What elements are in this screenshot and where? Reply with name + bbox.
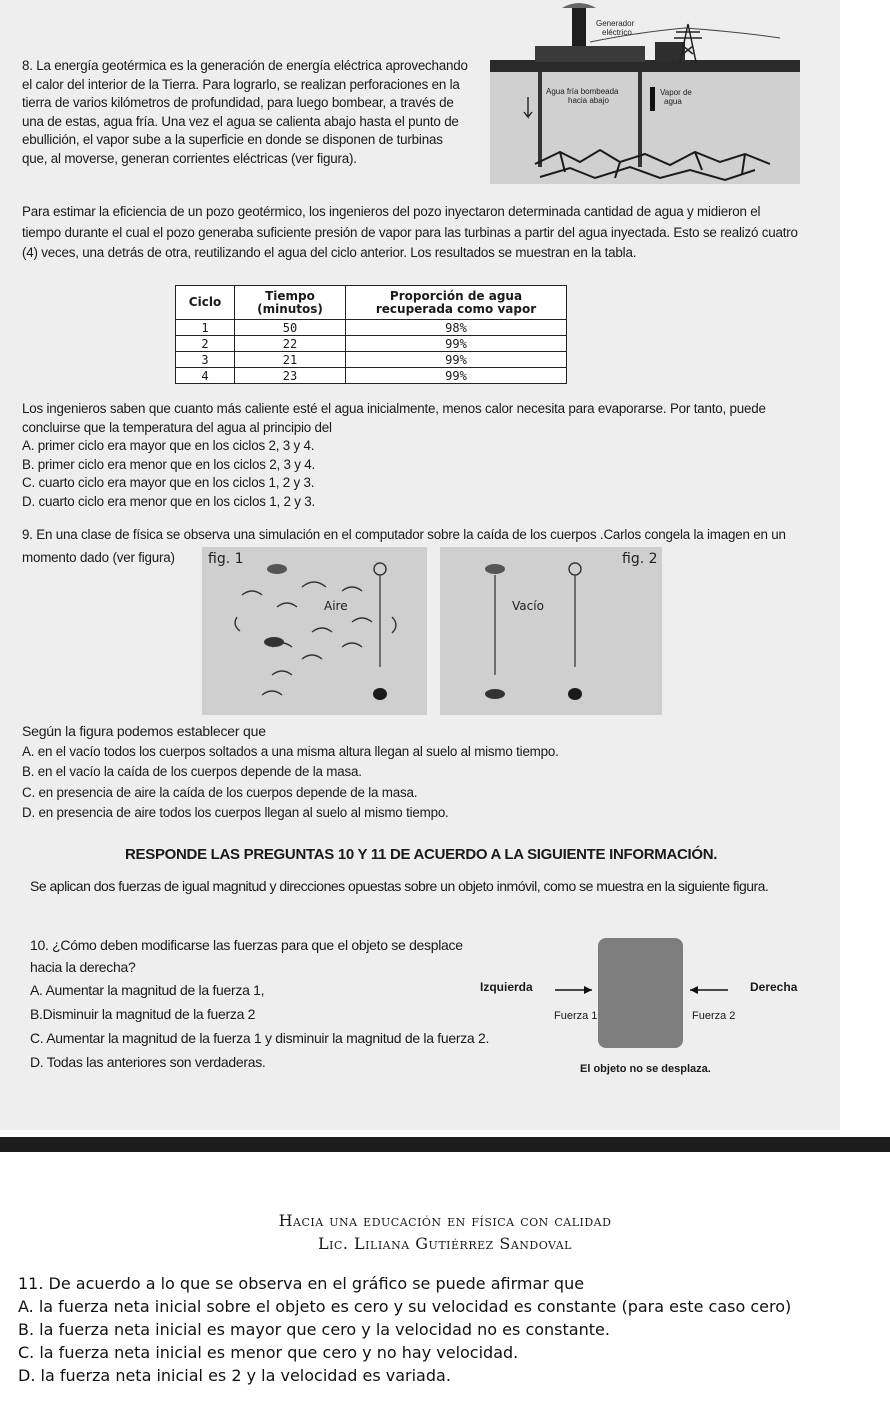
cell-proporcion: 98%: [346, 320, 567, 336]
fig1-drawing: [202, 547, 427, 715]
steam-label: Vapor de: [660, 88, 692, 97]
q9-option-a[interactable]: A. en el vacío todos los cuerpos soltados a una misma altura llegan al suelo al mismo tiempo.: [22, 743, 559, 759]
left-label: Izquierda: [480, 980, 533, 994]
fig2-label: fig. 2: [622, 551, 658, 567]
ground-layer: [490, 64, 800, 184]
table-row: [176, 368, 567, 384]
fig2-drawing: [440, 547, 662, 715]
q8-question-line: Los ingenieros saben que cuanto más caliente esté el agua inicialmente, menos calor necesita para evaporarse. Por tanto, puede: [22, 401, 766, 416]
q8-intro-line: ebullición, el vapor sube a la superficie en donde se disponen de turbinas: [22, 132, 443, 148]
teacher-name: Lic. Liliana Gutiérrez Sandoval: [318, 1234, 572, 1253]
cell-ciclo: 3: [176, 352, 235, 368]
force1-label: Fuerza 1: [554, 1010, 598, 1022]
cell-ciclo: 2: [176, 336, 235, 352]
cell-tiempo: 22: [235, 336, 346, 352]
q11-option-c[interactable]: C. la fuerza neta inicial es menor que cero y no hay velocidad.: [18, 1343, 519, 1362]
cell-proporcion: 99%: [346, 336, 567, 352]
force-figure: [480, 930, 810, 1080]
q10-option-b[interactable]: B.Disminuir la magnitud de la fuerza 2: [30, 1006, 256, 1022]
feather-top: [485, 564, 505, 574]
q11-question: 11. De acuerdo a lo que se observa en el gráfico se puede afirmar que: [18, 1274, 585, 1293]
feather-falling: [264, 637, 284, 647]
fig2-medium: Vacío: [512, 599, 544, 613]
air-currents: [235, 582, 396, 695]
cell-proporcion: 99%: [346, 368, 567, 384]
page-separator: [0, 1137, 890, 1152]
q11-block: [18, 1272, 883, 1387]
q9-line: 9. En una clase de física se observa una simulación en el computador sobre la caída de los cuerpos .Carlos congela la imagen en un: [22, 527, 786, 542]
q8-option-a[interactable]: A. primer ciclo era mayor que en los ciclos 2, 3 y 4.: [22, 438, 315, 454]
q8-question-line: concluirse que la temperatura del agua al principio del: [22, 419, 332, 435]
q10-question: [30, 934, 490, 1073]
q9-option-c[interactable]: C. en presencia de aire la caída de los cuerpos depende de la masa.: [22, 784, 418, 800]
q8-option-d[interactable]: D. cuarto ciclo era menor que en los ciclos 1, 2 y 3.: [22, 493, 316, 509]
q8-option-b[interactable]: B. primer ciclo era menor que en los ciclos 2, 3 y 4.: [22, 456, 316, 472]
course-header: Hacia una educación en física con calidad: [278, 1211, 612, 1230]
q9-option-b[interactable]: B. en el vacío la caída de los cuerpos depende de la masa.: [22, 764, 362, 780]
force-caption: El objeto no se desplaza.: [580, 1063, 711, 1075]
q8-intro: [22, 57, 472, 169]
q9-answers: [22, 722, 822, 823]
cold-water-label-2: hacia abajo: [568, 96, 609, 105]
generator-label: Generador: [596, 19, 635, 28]
q8-intro-line: 8. La energía geotérmica es la generación de energía eléctrica aprovechando: [22, 58, 468, 73]
q11-option-a[interactable]: A. la fuerza neta inicial sobre el objeto es cero y su velocidad es constante (para este caso cero): [18, 1297, 792, 1316]
injection-well: [538, 72, 542, 167]
geothermal-figure: [480, 2, 810, 192]
q8-intro-line: una de estas, agua fría. Una vez el agua se calienta abajo hasta el punto de: [22, 113, 459, 129]
fig1-medium: Aire: [324, 599, 348, 613]
feather-falling: [485, 689, 505, 699]
q9-option-d[interactable]: D. en presencia de aire todos los cuerpos llegan al suelo al mismo tiempo.: [22, 805, 449, 821]
q8-intro-line: tierra de varios kilómetros de profundidad, para luego bombear, a través de: [22, 95, 454, 111]
cell-tiempo: 21: [235, 352, 346, 368]
cell-proporcion: 99%: [346, 352, 567, 368]
fig2-vacuum: [440, 547, 662, 715]
steam-label-2: agua: [664, 97, 682, 106]
feather-top: [267, 564, 287, 574]
q11-option-b[interactable]: B. la fuerza neta inicial es mayor que cero y la velocidad no es constante.: [18, 1320, 610, 1339]
right-label: Derecha: [750, 980, 798, 994]
info-heading: RESPONDE LAS PREGUNTAS 10 Y 11 DE ACUERDO A LA SIGUIENTE INFORMACIÓN.: [125, 846, 718, 863]
q10-line: 10. ¿Cómo deben modificarse las fuerzas para que el objeto se desplace: [30, 937, 463, 953]
cell-ciclo: 4: [176, 368, 235, 384]
col-ciclo: Ciclo: [176, 286, 235, 320]
col-tiempo: Tiempo (minutos): [235, 286, 346, 320]
force2-label: Fuerza 2: [692, 1010, 736, 1022]
table-row: [176, 320, 567, 336]
q8-paragraph-line: (4) veces, una detrás de otra, reutilizando el agua del ciclo anterior. Los resultados se muestran en la tabla.: [22, 245, 637, 261]
q8-paragraph-line: Para estimar la eficiencia de un pozo geotérmico, los ingenieros del pozo inyectaron determinada cantidad de agua y midieron el: [22, 204, 761, 219]
info-statement: Se aplican dos fuerzas de igual magnitud y direcciones opuestas sobre un objeto inmóvil, como se muestra en la siguiente figura.: [30, 878, 769, 894]
q8-intro-line: que, al moverse, generan corrientes eléctricas (ver figura).: [22, 150, 357, 166]
up-arrow-icon: [650, 87, 655, 111]
q11-option-d[interactable]: D. la fuerza neta inicial es 2 y la velocidad es variada.: [18, 1366, 451, 1385]
table-row: [176, 352, 567, 368]
table-header-row: [176, 286, 567, 320]
table-row: [176, 336, 567, 352]
generator-label-2: eléctrico: [602, 28, 632, 37]
q9-line: momento dado (ver figura): [22, 549, 175, 565]
col-proporcion: Proporción de agua recuperada como vapor: [346, 286, 567, 320]
q10-line: hacia la derecha?: [30, 959, 136, 975]
right-arrow-icon: [555, 986, 592, 994]
cold-water-label: Agua fría bombeada: [546, 87, 619, 96]
ball-falling: [373, 688, 387, 700]
q9-prompt-line: Según la figura podemos establecer que: [22, 723, 266, 739]
q9-prompt: [22, 526, 852, 567]
results-table: [175, 285, 567, 384]
q8-question: [22, 400, 842, 512]
ball-top: [569, 563, 581, 575]
power-plant: [535, 46, 645, 62]
q8-paragraph-line: tiempo durante el cual el pozo generaba suficiente presión de vapor para las turbinas a partir del agua inyectada. Esto se realizó cuatro: [22, 224, 798, 240]
cell-tiempo: 23: [235, 368, 346, 384]
cell-ciclo: 1: [176, 320, 235, 336]
force-arrows: [480, 930, 810, 1080]
production-well: [638, 72, 642, 167]
q8-paragraph: [22, 203, 842, 263]
q10-option-c[interactable]: C. Aumentar la magnitud de la fuerza 1 y disminuir la magnitud de la fuerza 2.: [30, 1030, 490, 1046]
cell-tiempo: 50: [235, 320, 346, 336]
q10-option-d[interactable]: D. Todas las anteriores son verdaderas.: [30, 1054, 266, 1070]
ball-falling: [568, 688, 582, 700]
q10-option-a[interactable]: A. Aumentar la magnitud de la fuerza 1,: [30, 982, 265, 998]
ball-top: [374, 563, 386, 575]
fig1-air: [202, 547, 427, 715]
left-arrow-icon: [690, 986, 728, 994]
fig1-label: fig. 1: [208, 551, 244, 567]
q8-intro-line: el calor del interior de la Tierra. Para lograrlo, se realizan perforaciones en la: [22, 76, 460, 92]
q8-option-c[interactable]: C. cuarto ciclo era mayor que en los ciclos 1, 2 y 3.: [22, 475, 315, 491]
